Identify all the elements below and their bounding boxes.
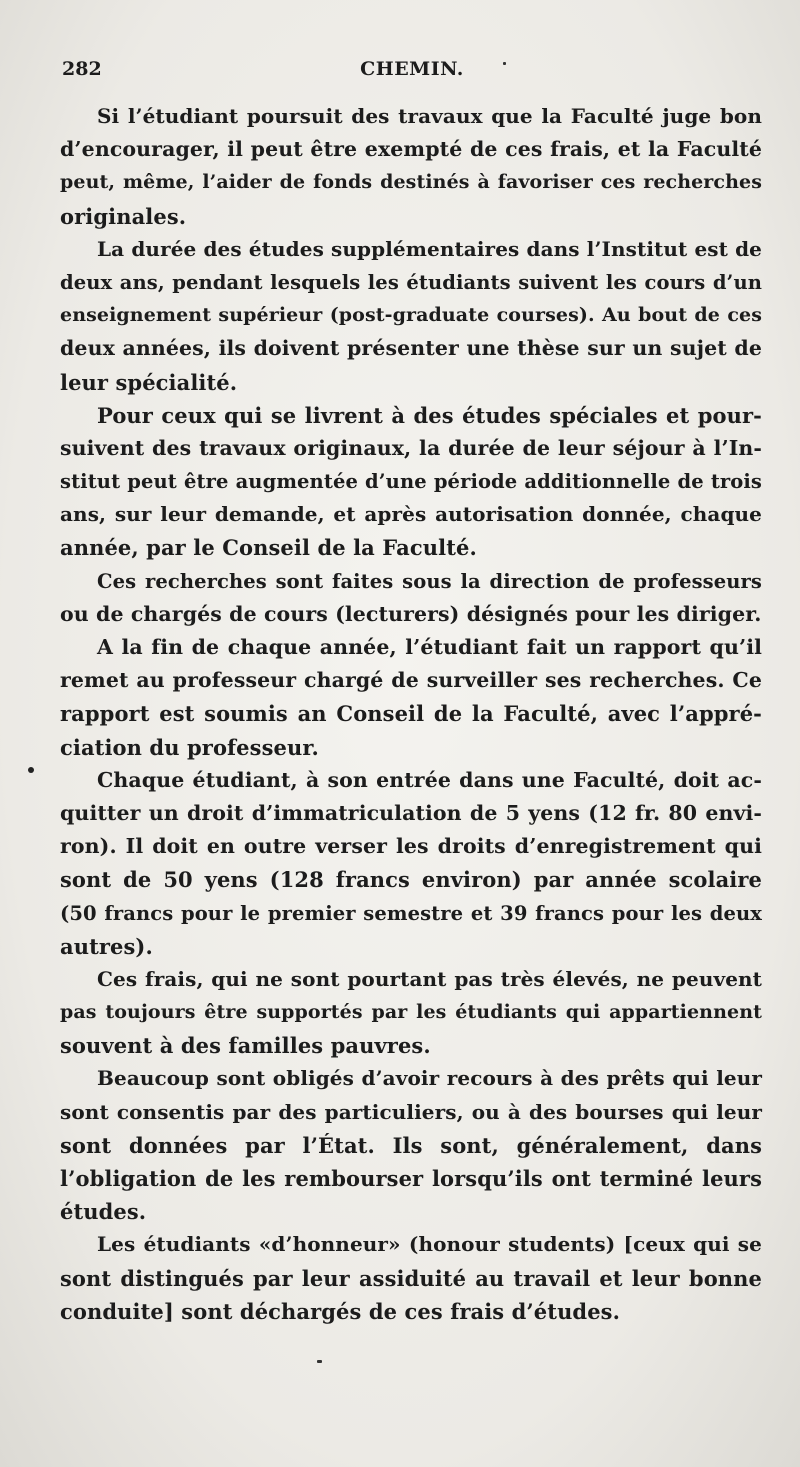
text-line: d’encourager, il peut être exempté de ces frais, et la Faculté bbox=[60, 137, 762, 162]
print-speck bbox=[317, 1360, 322, 1363]
body-text bbox=[60, 100, 762, 1328]
text-line: ans, sur leur demande, et après autorisation donnée, chaque bbox=[60, 502, 762, 527]
text-line: année, par le Conseil de la Faculté. bbox=[60, 535, 477, 561]
text-line: Ces recherches sont faites sous la direction de professeurs bbox=[97, 569, 762, 593]
text-line: stitut peut être augmentée d’une période additionnelle de trois bbox=[60, 470, 762, 494]
text-line: souvent à des familles pauvres. bbox=[60, 1033, 431, 1059]
text-line: A la fin de chaque année, l’étudiant fait un rapport qu’il bbox=[97, 635, 762, 659]
text-line: ciation du professeur. bbox=[60, 734, 319, 760]
text-line: deux ans, pendant lesquels les étudiants suivent les cours d’un bbox=[60, 270, 762, 294]
text-line: autres). bbox=[60, 933, 153, 959]
text-line: ou de chargés de cours (lecturers) désignés pour les diriger. bbox=[60, 601, 762, 626]
print-speck bbox=[503, 62, 506, 65]
text-line: leur spécialité. bbox=[60, 369, 238, 395]
running-head: CHEMIN. bbox=[360, 58, 464, 80]
text-line: quitter un droit d’immatriculation de 5 yens (12 fr. 80 envi- bbox=[60, 800, 762, 825]
text-line: Beaucoup sont obligés d’avoir recours à des prêts qui leur bbox=[97, 1066, 762, 1091]
text-line: Si l’étudiant poursuit des travaux que la Faculté juge bon bbox=[97, 104, 762, 128]
text-line: sont consentis par des particuliers, ou à des bourses qui leur bbox=[60, 1099, 762, 1124]
text-line: originales. bbox=[60, 203, 187, 229]
page-number: 282 bbox=[62, 58, 102, 80]
margin-dot bbox=[28, 767, 34, 773]
text-line: remet au professeur chargé de surveiller ses recherches. Ce bbox=[60, 668, 762, 693]
text-line: sont de 50 yens (128 francs environ) par année scolaire bbox=[60, 867, 762, 893]
text-line: sont distingués par leur assiduité au travail et leur bonne bbox=[60, 1265, 762, 1291]
text-line: sont données par l’État. Ils sont, généralement, dans bbox=[60, 1132, 762, 1158]
text-line: rapport est soumis an Conseil de la Faculté, avec l’appré- bbox=[60, 701, 762, 727]
text-line: études. bbox=[60, 1199, 147, 1225]
text-line: (50 francs pour le premier semestre et 39 francs pour les deux bbox=[60, 901, 762, 925]
text-line: peut, même, l’aider de fonds destinés à favoriser ces recherches bbox=[60, 171, 762, 194]
text-line: conduite] sont déchargés de ces frais d’études. bbox=[60, 1298, 621, 1324]
text-line: La durée des études supplémentaires dans l’Institut est de bbox=[97, 236, 762, 261]
text-line: Chaque étudiant, à son entrée dans une Faculté, doit ac- bbox=[97, 767, 762, 792]
text-line: ron). Il doit en outre verser les droits d’enregistrement qui bbox=[60, 834, 762, 859]
text-line: pas toujours être supportés par les étudiants qui appartiennent bbox=[60, 1001, 762, 1024]
text-line: suivent des travaux originaux, la durée de leur séjour à l’In- bbox=[60, 435, 762, 460]
text-line: deux années, ils doivent présenter une thèse sur un sujet de bbox=[60, 336, 762, 361]
text-line: enseignement supérieur (post-graduate courses). Au bout de ces bbox=[60, 304, 762, 327]
text-line: Les étudiants «d’honneur» (honour students) [ceux qui se bbox=[97, 1232, 762, 1257]
page-header bbox=[62, 58, 762, 88]
text-line: Ces frais, qui ne sont pourtant pas très élevés, ne peuvent bbox=[97, 966, 762, 991]
text-line: Pour ceux qui se livrent à des études spéciales et pour- bbox=[97, 402, 762, 428]
text-line: l’obligation de les rembourser lorsqu’ils ont terminé leurs bbox=[60, 1166, 762, 1191]
